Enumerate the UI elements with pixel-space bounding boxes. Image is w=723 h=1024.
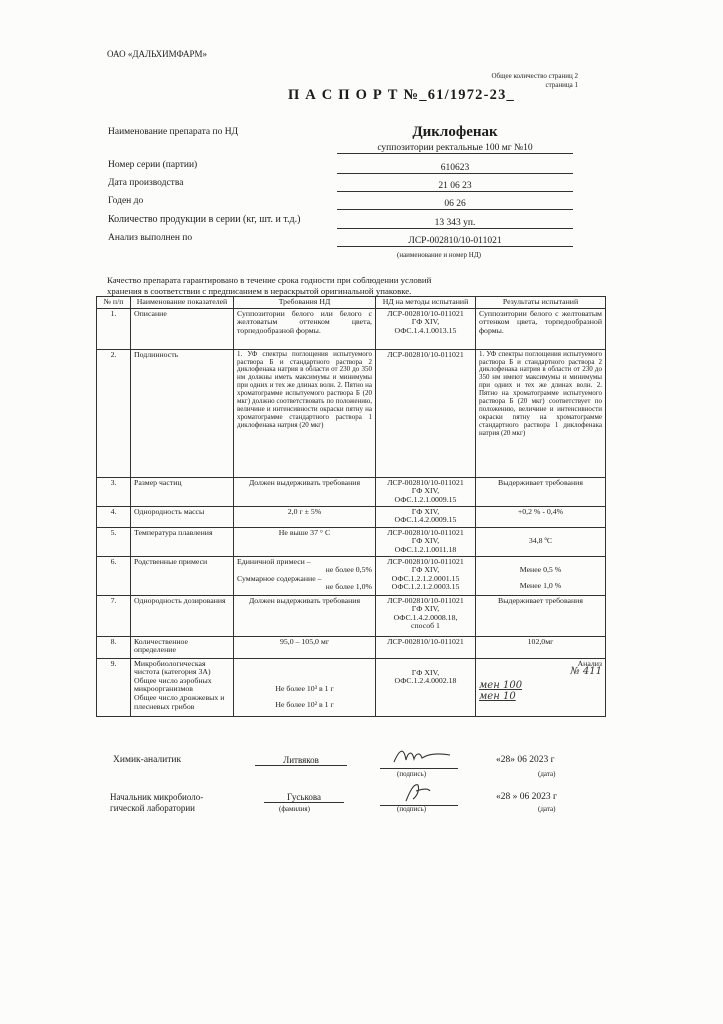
lab-head-label-line: Начальник микробиоло- bbox=[110, 792, 204, 802]
row-method bbox=[376, 527, 476, 556]
row-requirements bbox=[234, 658, 376, 716]
lab-head-name: Гуськова bbox=[264, 792, 344, 803]
product-name-label: Наименование препарата по НД bbox=[108, 127, 239, 137]
lab-head-name-caption: (фамилия) bbox=[279, 805, 310, 813]
result-yeast: мен 10 bbox=[479, 691, 516, 703]
row-result: Суппозитории белого с желтоватым оттенком цвета, торпедообразной формы. bbox=[476, 308, 606, 349]
row-requirements: Должен выдерживать требования bbox=[234, 477, 376, 506]
table-row bbox=[97, 308, 606, 349]
chemist-label: Химик-аналитик bbox=[113, 755, 182, 765]
row-name bbox=[131, 658, 234, 716]
document-title: П А С П О Р Т №_61/1972-23_ bbox=[288, 87, 516, 103]
test-results-table bbox=[96, 296, 606, 717]
row-requirements: Должен выдерживать требования bbox=[234, 595, 376, 636]
header-result: Результаты испытаний bbox=[476, 297, 606, 309]
row-name: Количественное определение bbox=[131, 636, 234, 658]
table-row bbox=[97, 636, 606, 658]
company-name: ОАО «ДАЛЬХИМФАРМ» bbox=[107, 49, 208, 59]
row-result: Выдерживает требования bbox=[476, 595, 606, 636]
req-line: Суммарное содержание – bbox=[237, 573, 322, 583]
quality-guarantee bbox=[107, 275, 431, 297]
row-name: Подлинность bbox=[131, 349, 234, 477]
lab-head-signature-mark bbox=[380, 779, 458, 805]
product-name-value: Диклофенак bbox=[412, 124, 498, 140]
guarantee-line-1: Качество препарата гарантировано в течение срока годности при соблюдении условий bbox=[107, 275, 432, 285]
method-line: ОФС.1.4.2.0009.15 bbox=[394, 515, 457, 525]
analysis-label: Анализ выполнен по bbox=[108, 233, 193, 243]
row-result: 1. УФ спектры поглощения испытуемого раствора Б и стандартного раствора 2 диклофенака натрия в области от 230 до 350 нм имеют максимумы и минимумы при одних и тех же длинах волн. 2. Пятно на хроматограмме испытуемого раствора Б (20 мкг) соответствует по положению, величине и интенсивности окраски пятну на хроматограмме стандартного раствора 1 диклофенака натрия (20 мкг) bbox=[476, 349, 606, 477]
production-date-value: 21 06 23 bbox=[337, 181, 573, 192]
quantity-label: Количество продукции в серии (кг, шт. и т.д.) bbox=[108, 214, 301, 225]
row-name: Размер частиц bbox=[131, 477, 234, 506]
method-line: ЛСР-002810/10-011021 bbox=[387, 595, 464, 605]
row-method bbox=[376, 595, 476, 636]
method-line: ОФС.1.2.1.0011.18 bbox=[394, 544, 457, 554]
total-pages: Общее количество страниц 2 bbox=[491, 72, 578, 80]
method-line: ОФС.1.2.1.2.0001.15 bbox=[391, 573, 460, 583]
production-date-label: Дата производства bbox=[108, 178, 184, 188]
result-aerobic: мен 100 bbox=[479, 679, 523, 691]
row-num: 4. bbox=[97, 506, 131, 527]
chemist-signature bbox=[380, 754, 458, 769]
row-name-sub: Общее число дрожжевых и плесневых грибов bbox=[134, 692, 225, 711]
method-line: ЛСР-002810/10-011021 bbox=[387, 349, 464, 359]
table-row bbox=[97, 556, 606, 595]
analysis-caption: (наименование и номер НД) bbox=[397, 251, 481, 259]
result-analysis-label: Анализ bbox=[577, 658, 602, 668]
row-method bbox=[376, 636, 476, 658]
method-line: ГФ XIV, bbox=[411, 486, 440, 496]
row-method bbox=[376, 349, 476, 477]
row-method bbox=[376, 658, 476, 716]
table-row bbox=[97, 658, 606, 716]
method-line: ОФС.1.4.2.0008.18, bbox=[393, 612, 458, 622]
row-result bbox=[476, 556, 606, 595]
chemist-signature-caption: (подпись) bbox=[397, 770, 427, 778]
method-line: ЛСР-002810/10-011021 bbox=[387, 477, 464, 487]
lab-head-date: «28 » 06 2023 г bbox=[496, 792, 557, 802]
row-name: Описание bbox=[131, 308, 234, 349]
method-line: ОФС.1.4.1.0013.15 bbox=[394, 325, 457, 335]
row-num: 8. bbox=[97, 636, 131, 658]
row-name: Родственные примеси bbox=[131, 556, 234, 595]
result-analysis-number: № 411 bbox=[570, 666, 602, 678]
row-method bbox=[376, 506, 476, 527]
method-line: способ 1 bbox=[411, 621, 440, 631]
method-line: ЛСР-002810/10-011021 bbox=[387, 527, 464, 537]
row-name: Однородность дозирования bbox=[131, 595, 234, 636]
req-line: не более 1,0% bbox=[325, 582, 372, 592]
method-line: ГФ XIV, bbox=[411, 667, 440, 677]
row-num: 3. bbox=[97, 477, 131, 506]
req-line: Не более 10² в 1 г bbox=[275, 700, 334, 710]
table-row bbox=[97, 595, 606, 636]
row-name-title: Микробиологическая чистота (категория 3А) bbox=[134, 658, 211, 677]
lab-head-date-caption: (дата) bbox=[538, 805, 556, 813]
row-requirements bbox=[234, 556, 376, 595]
method-line: ЛСР-002810/10-011021 bbox=[387, 308, 464, 318]
series-label: Номер серии (партии) bbox=[108, 160, 198, 170]
lab-head-label-line: гической лаборатории bbox=[110, 803, 196, 813]
method-line: ОФС.1.2.1.2.0003.15 bbox=[391, 582, 460, 592]
quantity-value: 13 343 уп. bbox=[337, 218, 573, 229]
method-line: ОФС.1.2.4.0002.18 bbox=[394, 676, 457, 686]
row-num: 1. bbox=[97, 308, 131, 349]
guarantee-line-2: хранения в соответствии с предписанием в нераскрытой оригинальной упаковке. bbox=[107, 286, 412, 296]
product-form-value: суппозитории ректальные 100 мг №10 bbox=[337, 143, 573, 154]
chemist-date-caption: (дата) bbox=[538, 770, 556, 778]
row-num: 6. bbox=[97, 556, 131, 595]
method-line: ОФС.1.2.1.0009.15 bbox=[394, 494, 457, 504]
row-name: Однородность массы bbox=[131, 506, 234, 527]
page-number: страница 1 bbox=[545, 81, 578, 89]
method-line: ГФ XIV, bbox=[411, 604, 440, 614]
table-row bbox=[97, 477, 606, 506]
row-num: 9. bbox=[97, 658, 131, 716]
row-name: Температура плавления bbox=[131, 527, 234, 556]
req-line: Не более 10³ в 1 г bbox=[275, 683, 334, 693]
table-header-row bbox=[97, 297, 606, 309]
row-result: 34,8 ºС bbox=[476, 527, 606, 556]
lab-head-label bbox=[110, 792, 203, 814]
method-line: ЛСР-002810/10-011021 bbox=[387, 556, 464, 566]
method-line: ГФ XIV, bbox=[411, 506, 440, 516]
expiry-label: Годен до bbox=[108, 196, 144, 206]
row-result: 102,0мг bbox=[476, 636, 606, 658]
row-num: 5. bbox=[97, 527, 131, 556]
row-requirements: 1. УФ спектры поглощения испытуемого раствора Б и стандартного раствора 2 диклофенака натрия в области от 230 до 350 нм должны иметь максимумы и минимумы при одних и тех же длинах волн. 2. Пятно на хроматограмме испытуемого раствора Б (20 мкг) должно соответствовать по положению, величине и интенсивности окраски пятну на хроматограмме стандартного раствора 1 диклофенака натрия (20 мкг) bbox=[234, 349, 376, 477]
row-requirements: Не выше 37 ° С bbox=[234, 527, 376, 556]
table-row bbox=[97, 527, 606, 556]
method-line: ГФ XIV, bbox=[411, 565, 440, 575]
result-line: Менее 1,0 % bbox=[519, 581, 562, 591]
header-requirements: Требования НД bbox=[234, 297, 376, 309]
series-value: 610623 bbox=[337, 163, 573, 174]
row-num: 2. bbox=[97, 349, 131, 477]
row-method bbox=[376, 556, 476, 595]
method-line: ГФ XIV, bbox=[411, 536, 440, 546]
table-row bbox=[97, 506, 606, 527]
row-result: Выдерживает требования bbox=[476, 477, 606, 506]
header-num: № п/п bbox=[97, 297, 131, 309]
lab-head-signature-caption: (подпись) bbox=[397, 805, 427, 813]
row-result: +0,2 % - 0,4% bbox=[476, 506, 606, 527]
req-line: Единичной примеси – bbox=[237, 556, 311, 566]
lab-head-signature bbox=[380, 791, 458, 806]
chemist-name: Литвяков bbox=[255, 755, 347, 766]
row-requirements: 2,0 г ± 5% bbox=[234, 506, 376, 527]
result-line: Менее 0,5 % bbox=[519, 564, 562, 574]
chemist-signature-mark bbox=[380, 744, 458, 766]
expiry-value: 06 26 bbox=[337, 199, 573, 210]
row-requirements: Суппозитории белого или белого с желтоватым оттенком цвета, торпедообразной формы. bbox=[234, 308, 376, 349]
req-line: не более 0,5% bbox=[325, 565, 372, 575]
row-result bbox=[476, 658, 606, 716]
row-method bbox=[376, 308, 476, 349]
row-requirements: 95,0 – 105,0 мг bbox=[234, 636, 376, 658]
method-line: ГФ XIV, bbox=[411, 317, 440, 327]
chemist-date: «28» 06 2023 г bbox=[496, 755, 555, 765]
row-method bbox=[376, 477, 476, 506]
header-method: НД на методы испытаний bbox=[376, 297, 476, 309]
method-line: ЛСР-002810/10-011021 bbox=[387, 636, 464, 646]
header-name: Наименование показателей bbox=[131, 297, 234, 309]
row-num: 7. bbox=[97, 595, 131, 636]
table-row bbox=[97, 349, 606, 477]
row-name-sub: Общее число аэробных микроорганизмов bbox=[134, 675, 212, 694]
analysis-value: ЛСР-002810/10-011021 bbox=[337, 236, 573, 247]
